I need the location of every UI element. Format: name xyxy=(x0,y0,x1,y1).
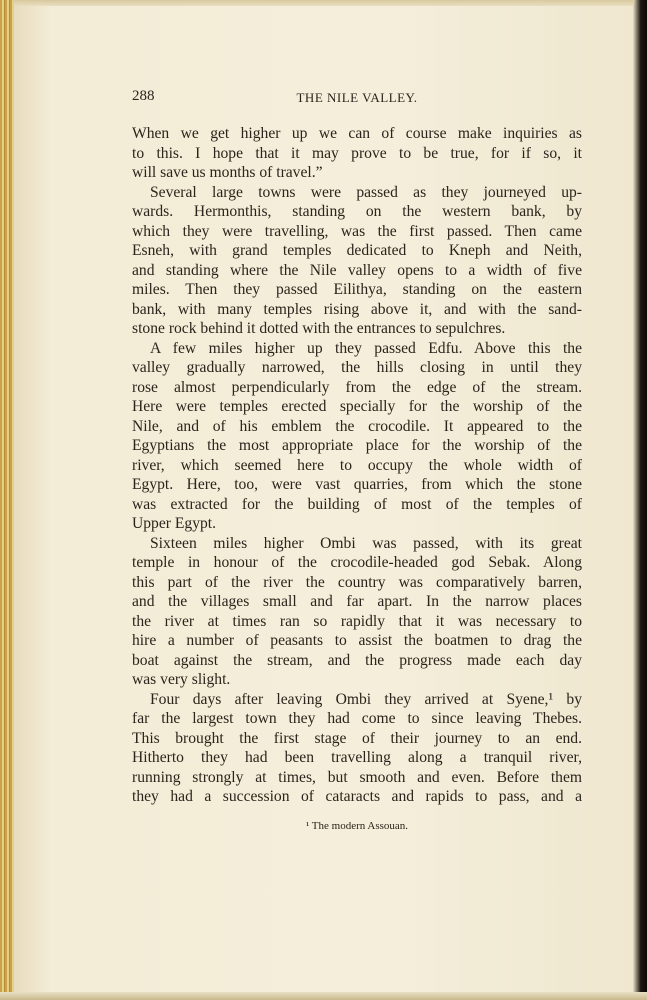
text-line: Four days after leaving Ombi they arrived at Syene,¹ by xyxy=(150,690,582,708)
text-line: wards. Hermonthis, standing on the western bank, by xyxy=(132,203,582,220)
body-text xyxy=(132,124,582,807)
text-line: they had a succession of cataracts and rapids to pass, and a xyxy=(132,788,582,805)
page-number: 288 xyxy=(132,88,155,104)
text-line: rose almost perpendicularly from the edge of the stream. xyxy=(132,378,582,396)
text-line: running strongly at times, but smooth and even. Before them xyxy=(132,768,582,786)
running-title: THE NILE VALLEY. xyxy=(296,90,418,105)
text-line: temple in honour of the crocodile-headed god Sebak. Along xyxy=(132,554,582,571)
text-line: stone rock behind it dotted with the entrances to sepulchres. xyxy=(132,320,506,337)
text-line: hire a number of peasants to assist the boatmen to drag the xyxy=(132,632,582,649)
text-line: Esneh, with grand temples dedicated to Kneph and Neith, xyxy=(132,242,582,259)
text-line: Sixteen miles higher Ombi was passed, with its great xyxy=(150,534,582,552)
text-line: valley gradually narrowed, the hills closing in until they xyxy=(132,359,582,376)
text-line: Egyptians the most appropriate place for the worship of the xyxy=(132,437,582,454)
text-line: far the largest town they had come to since leaving Thebes. xyxy=(132,710,582,727)
text-line: was very slight. xyxy=(132,671,231,688)
book-edge-left xyxy=(0,0,14,1000)
text-line: boat against the stream, and the progress made each day xyxy=(132,651,582,669)
text-line: to this. I hope that it may prove to be true, for if so, it xyxy=(132,144,582,162)
text-line: bank, with many temples rising above it, and with the sand- xyxy=(132,300,582,318)
text-line: miles. Then they passed Eilithya, standing on the eastern xyxy=(132,281,582,298)
text-line: Nile, and of his emblem the crocodile. It appeared to the xyxy=(132,417,582,435)
text-line: Upper Egypt. xyxy=(132,515,217,532)
text-line: Hitherto they had been travelling along a tranquil river, xyxy=(132,749,582,766)
text-line: will save us months of travel.” xyxy=(132,164,323,181)
book-edge-right xyxy=(633,0,647,1000)
page-header xyxy=(132,88,582,110)
text-line: When we get higher up we can of course make inquiries as xyxy=(132,125,582,142)
text-line: was extracted for the building of most of the temples of xyxy=(132,495,582,513)
text-line: river, which seemed here to occupy the whole width of xyxy=(132,456,582,474)
text-line: the river at times ran so rapidly that it was necessary to xyxy=(132,612,582,630)
book-edge-bottom xyxy=(0,992,647,1000)
text-line: Here were temples erected specially for the worship of the xyxy=(132,398,582,415)
text-line: A few miles higher up they passed Edfu. Above this the xyxy=(150,339,582,357)
text-line: This brought the first stage of their journey to an end. xyxy=(132,729,582,747)
text-line: and the villages small and far apart. In the narrow places xyxy=(132,593,582,610)
text-line: which they were travelling, was the first passed. Then came xyxy=(132,222,582,240)
text-line: this part of the river the country was comparatively barren, xyxy=(132,573,582,591)
text-line: and standing where the Nile valley opens to a width of five xyxy=(132,261,582,279)
text-line: Several large towns were passed as they journeyed up- xyxy=(150,183,582,201)
footnote: ¹ The modern Assouan. xyxy=(305,820,409,832)
text-line: Egypt. Here, too, were vast quarries, from which the stone xyxy=(132,476,582,493)
